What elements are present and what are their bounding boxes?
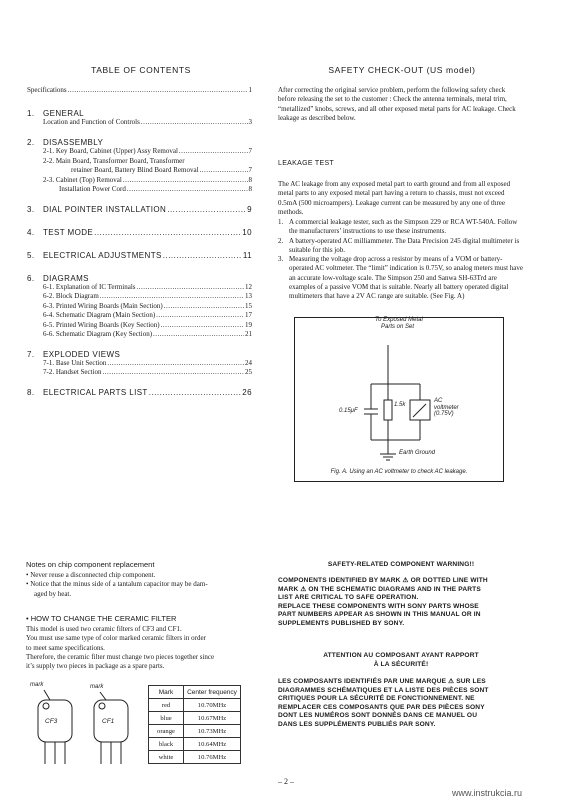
ground-label: Earth Ground bbox=[399, 450, 436, 456]
resistor-label: 1.5k bbox=[394, 402, 406, 408]
table-row: orange 10.73MHz bbox=[149, 725, 241, 738]
toc-section-diagrams: 6. DIAGRAMS 6-1. Explanation of IC Terminals ..... 12 6-2. Block Diagram ..... 13 6-3. Printed Wiring Boards (Main Section) ..... 15 6-4. Schematic Diagram (Main Section) ..... 17 6-5. Printed Wiring Boards (Key Section) ..... 19 6-6. Schematic Diagram (Key Section) ..... 21 bbox=[27, 274, 252, 340]
cf1-label: CF1 bbox=[102, 718, 115, 725]
toc-item[interactable]: 6-1. Explanation of IC Terminals ..... 12 bbox=[27, 283, 252, 293]
leakage-circuit-diagram bbox=[295, 318, 503, 481]
page-number: – 2 – bbox=[278, 777, 294, 786]
safety-intro: After correcting the original service problem, perform the following safety check before releasing the set to the customer : Check the antenna terminals, metal trim, “metallized” knobs, screws, and all other exposed metal parts for AC leakage. Check leakage as described below. bbox=[278, 86, 516, 122]
toc-item[interactable]: 7-1. Base Unit Section ..... 24 bbox=[27, 359, 252, 369]
toc-item[interactable]: 2-1. Key Board, Cabinet (Upper) Assy Removal ..... 7 bbox=[27, 147, 252, 157]
list-item: aged by heat. bbox=[34, 589, 72, 598]
toc-item[interactable]: 7-2. Handset Section ..... 25 bbox=[27, 368, 252, 378]
toc-section-parts-list[interactable]: 8. ELECTRICAL PARTS LIST ..... 26 bbox=[27, 388, 252, 397]
leakage-test-heading: LEAKAGE TEST bbox=[278, 160, 334, 167]
chip-notes-list bbox=[26, 571, 256, 599]
toc-title: TABLE OF CONTENTS bbox=[91, 65, 191, 75]
ceramic-filter-text: This model is used two ceramic filters of CF3 and CF1. You must use same type of color marked ceramic filters in order to meet same specifications. Therefore, the ceramic filter must change two pieces together since it’s supply two pieces in package as a spare parts. bbox=[26, 625, 215, 671]
filter-frequency-table bbox=[148, 685, 241, 764]
table-row: black 10.64MHz bbox=[149, 738, 241, 751]
toc-item[interactable]: retainer Board, Battery Blind Board Removal ..... 7 bbox=[27, 166, 252, 176]
watermark: www.instrukcia.ru bbox=[452, 788, 523, 798]
warning-title-fr: ATTENTION AU COMPOSANT AYANT RAPPORT À LA SÉCURITÉ! bbox=[323, 652, 479, 668]
mark-label-cf1: mark bbox=[90, 684, 104, 690]
toc-section-general: 1. GENERAL Location and Function of Controls ..... 3 bbox=[27, 109, 252, 128]
ceramic-filter-icon bbox=[30, 680, 145, 770]
warning-title: SAFETY-RELATED COMPONENT WARNING!! bbox=[327, 561, 475, 568]
capacitor-label: 0.15μF bbox=[339, 408, 358, 414]
list-item: 1. A commercial leakage tester, such as the Simpson 229 or RCA WT-540A. Follow the manufacturers’ instructions to use these instruments. bbox=[278, 218, 518, 236]
figure-a-box bbox=[294, 317, 504, 482]
list-item: 3. Measuring the voltage drop across a resistor by means of a VOM or battery-operated AC voltmeter. The “limit” indication is 0.75V, so analog meters must have an accurate low-voltage scale. The Simpson 250 and Sanwa SH-63Trd are examples of a passive VOM that is suitable. Nearly all battery operated digital multimeters that have a 2V AC range are suitable. (See Fig. A) bbox=[278, 255, 524, 301]
toc-item[interactable]: Location and Function of Controls ..... 3 bbox=[27, 118, 252, 128]
toc-item[interactable]: 6-6. Schematic Diagram (Key Section) ..... 21 bbox=[27, 330, 252, 340]
list-item: 2. A battery-operated AC milliammeter. The Data Precision 245 digital multimeter is suitable for this job. bbox=[278, 236, 520, 254]
safety-title: SAFETY CHECK-OUT (US model) bbox=[328, 65, 476, 75]
table-row: white 10.76MHz bbox=[149, 751, 241, 764]
leakage-test-text: The AC leakage from any exposed metal part to earth ground and from all exposed metal parts to any exposed metal part having a return to chassis, must not exceed 0.5mA (500 microampers). Leakage current can be measured by any one of three methods. bbox=[278, 180, 511, 216]
table-of-contents bbox=[27, 86, 252, 397]
toc-item[interactable]: 6-5. Printed Wiring Boards (Key Section) ..... 19 bbox=[27, 321, 252, 331]
figure-caption: Fig. A. Using an AC voltmeter to check AC leakage. bbox=[330, 469, 468, 475]
chip-notes-title: Notes on chip component replacement bbox=[26, 560, 155, 569]
table-row: red 10.70MHz bbox=[149, 699, 241, 712]
table-header-row: Mark Center frequency bbox=[149, 686, 241, 699]
voltmeter-label: AC voltmeter (0.75V) bbox=[434, 398, 459, 417]
toc-item[interactable]: 6-4. Schematic Diagram (Main Section) ..... 17 bbox=[27, 311, 252, 321]
toc-section-exploded-views: 7. EXPLODED VIEWS 7-1. Base Unit Section ..... 24 7-2. Handset Section ..... 25 bbox=[27, 350, 252, 378]
ceramic-filter-title: • HOW TO CHANGE THE CERAMIC FILTER bbox=[26, 614, 177, 623]
table-row: blue 10.67MHz bbox=[149, 712, 241, 725]
toc-section-electrical-adjustments[interactable]: 5. ELECTRICAL ADJUSTMENTS ..... 11 bbox=[27, 251, 252, 260]
warning-text-en: COMPONENTS IDENTIFIED BY MARK ⚠ OR DOTTED LINE WITH MARK ⚠ ON THE SCHEMATIC DIAGRAMS AND IN THE PARTS LIST ARE CRITICAL TO SAFE OPERATION. REPLACE THESE COMPONENTS WITH SONY PARTS WHOSE PART NUMBERS APPEAR AS SHOWN IN THIS MANUAL OR IN SUPPLEMENTS PUBLISHED BY SONY. bbox=[278, 577, 488, 627]
cf3-label: CF3 bbox=[45, 718, 58, 725]
ceramic-filter-drawing bbox=[30, 680, 145, 770]
toc-item[interactable]: Installation Power Cord ..... 8 bbox=[27, 185, 252, 195]
toc-item[interactable]: 2-3. Cabinet (Top) Removal ..... 8 bbox=[27, 176, 252, 186]
list-item: • Notice that the minus side of a tantalum capacitor may be dam- bbox=[26, 580, 208, 589]
list-item: • Never reuse a disconnected chip component. bbox=[26, 571, 156, 579]
leakage-methods-list bbox=[278, 218, 524, 302]
warning-text-fr: LES COMPOSANTS IDENTIFIÉS PAR UNE MARQUE ⚠ SUR LES DIAGRAMMES SCHÉMATIQUES ET LA LISTE DES PIÈCES SONT CRITIQUES POUR LA SÉCURITÉ DE FONCTIONNEMENT. NE REMPLACER CES COMPOSANTS QUE PAR DES PIÈCES SONY DONT LES NUMÉROS SONT DONNÉS DANS CE MANUEL OU DANS LES SUPPLÉMENTS PUBLIÉS PAR SONY. bbox=[278, 678, 489, 728]
toc-section-dial-pointer[interactable]: 3. DIAL POINTER INSTALLATION ..... 9 bbox=[27, 205, 252, 214]
toc-item[interactable]: 6-2. Block Diagram ..... 13 bbox=[27, 292, 252, 302]
toc-section-test-mode[interactable]: 4. TEST MODE ..... 10 bbox=[27, 228, 252, 237]
toc-section-disassembly: 2. DISASSEMBLY 2-1. Key Board, Cabinet (Upper) Assy Removal ..... 7 2-2. Main Board, Transformer Board, Transformer retainer Board, Battery Blind Board Removal ..... 7 2-3. Cabinet (Top) Removal ..... 8 Installation Power Cord ..... 8 bbox=[27, 138, 252, 195]
toc-item[interactable]: 6-3. Printed Wiring Boards (Main Section) ..... 15 bbox=[27, 302, 252, 312]
mark-label-cf3: mark bbox=[30, 682, 44, 688]
toc-item[interactable]: 2-2. Main Board, Transformer Board, Transformer bbox=[43, 156, 185, 165]
toc-specifications[interactable]: Specifications ..... 1 bbox=[27, 86, 252, 96]
label-exposed-metal: To Exposed Metal Parts on Set bbox=[375, 317, 423, 330]
